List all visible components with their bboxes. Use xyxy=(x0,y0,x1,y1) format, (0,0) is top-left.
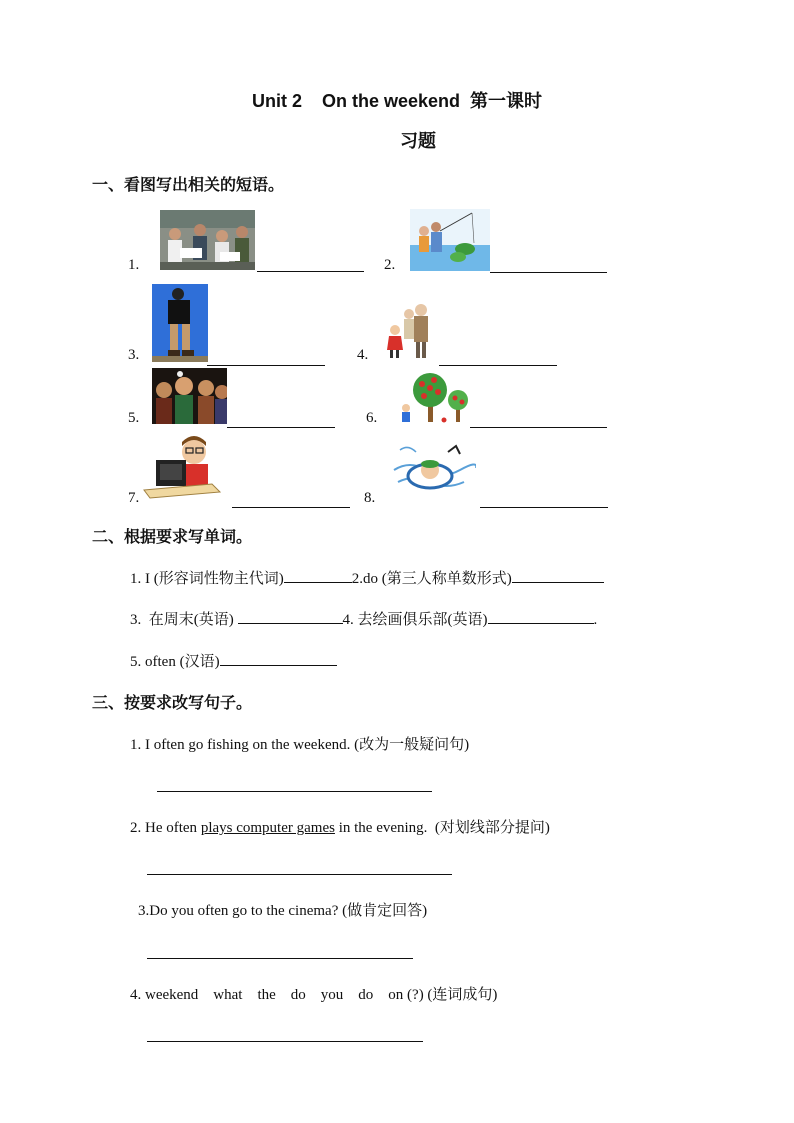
section3-q4-answer-line[interactable] xyxy=(147,1041,423,1042)
item6-answer-blank[interactable] xyxy=(470,427,607,428)
section1-heading: 一、看图写出相关的短语。 xyxy=(92,177,285,194)
item4-number: 4. xyxy=(357,347,369,363)
section2-q5-blank[interactable] xyxy=(220,651,337,666)
reading-books-picture xyxy=(160,210,255,270)
section2-row1 xyxy=(130,567,604,588)
section2-q4-prompt: 4. 去绘画俱乐部(英语) xyxy=(342,612,488,628)
section2-q1-blank[interactable] xyxy=(284,568,352,583)
section2-q3-prompt: 3. 在周末(英语) xyxy=(130,612,238,628)
section3-q1-answer-line[interactable] xyxy=(157,791,432,792)
section2-q4-period: . xyxy=(593,612,598,628)
section3-heading: 三、按要求改写句子。 xyxy=(92,695,253,712)
item5-answer-blank[interactable] xyxy=(227,427,335,428)
item1-number: 1. xyxy=(128,257,140,273)
item1-answer-blank[interactable] xyxy=(257,271,364,272)
section2-q3-blank[interactable] xyxy=(238,609,343,624)
section2-q1-prompt: 1. I (形容词性物主代词) xyxy=(130,571,284,587)
item3-number: 3. xyxy=(128,347,140,363)
section2-row2 xyxy=(130,608,597,629)
section3-q1: 1. I often go fishing on the weekend. (改为一般疑问句) xyxy=(130,737,470,753)
computer-games-picture xyxy=(142,434,222,500)
section2-q2-blank[interactable] xyxy=(512,568,604,583)
item6-number: 6. xyxy=(366,410,378,426)
visiting-grandparents-picture xyxy=(381,300,439,362)
item8-answer-blank[interactable] xyxy=(480,507,608,508)
section2-heading: 二、根据要求写单词。 xyxy=(92,529,253,546)
section2-q4-blank[interactable] xyxy=(488,609,594,624)
section3-q3: 3.Do you often go to the cinema? (做肯定回答) xyxy=(138,903,428,919)
section2-q5-prompt: 5. often (汉语) xyxy=(130,654,220,670)
item7-answer-blank[interactable] xyxy=(232,507,350,508)
item7-number: 7. xyxy=(128,490,140,506)
item3-answer-blank[interactable] xyxy=(207,365,325,366)
section3-q2-answer-line[interactable] xyxy=(147,874,452,875)
fishing-picture xyxy=(410,209,490,271)
item8-number: 8. xyxy=(364,490,376,506)
item2-answer-blank[interactable] xyxy=(490,272,607,273)
cinema-picture xyxy=(152,368,227,424)
item2-number: 2. xyxy=(384,257,396,273)
picking-apples-picture xyxy=(398,370,470,425)
swimming-picture xyxy=(390,440,476,498)
section3-q2-pre: 2. He often xyxy=(130,820,201,836)
section2-q2-prompt: 2.do (第三人称单数形式) xyxy=(351,571,512,587)
section3-q2 xyxy=(130,816,550,837)
item5-number: 5. xyxy=(128,410,140,426)
page-title: Unit 2 On the weekend 第一课时 xyxy=(251,91,543,111)
section3-q2-underlined: plays computer games xyxy=(200,820,335,836)
section2-row3 xyxy=(130,650,337,671)
page-subtitle: 习题 xyxy=(400,131,436,151)
section3-q3-answer-line[interactable] xyxy=(147,958,413,959)
section3-q2-post: in the evening. (对划线部分提问) xyxy=(334,820,550,836)
item4-answer-blank[interactable] xyxy=(439,365,557,366)
hiking-picture xyxy=(152,284,208,362)
section3-q4: 4. weekend what the do you do on (?) (连词成句) xyxy=(130,987,498,1003)
